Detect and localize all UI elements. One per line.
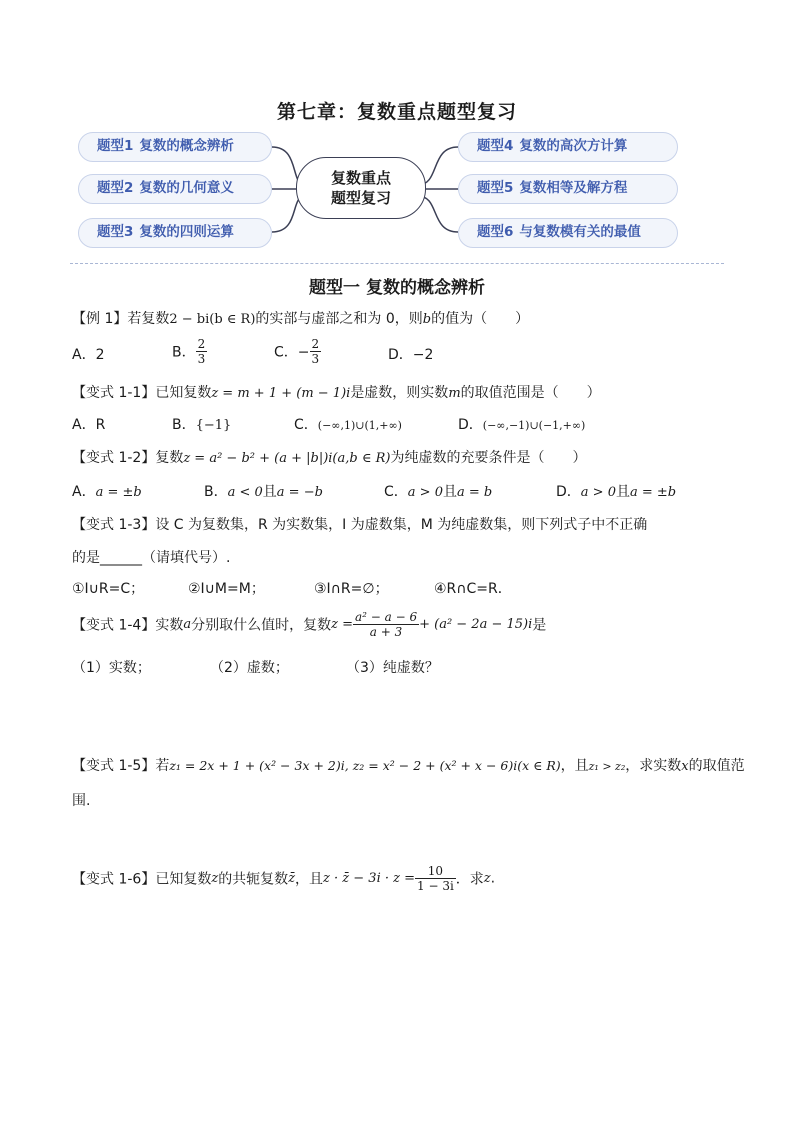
topic-text: 复数的概念辨析 bbox=[139, 138, 234, 154]
variant-1-5: 【变式 1-5】若z₁ = 2x + 1 + (x² − 3x + 2)i, z₂ = x² − 2 + (x² + x − 6)i(x ∈ R)，且z₁ > z₂，求实数x的取值范 bbox=[72, 758, 745, 774]
topic-pill-6[interactable] bbox=[458, 218, 678, 248]
item-3: ③I∩R=∅； bbox=[314, 581, 389, 597]
math-expr: z₁ = 2x + 1 + (x² − 3x + 2)i, z₂ = x² − 2 + (x² + x − 6)i(x ∈ R) bbox=[169, 758, 561, 773]
topic-label: 题型5 bbox=[477, 180, 514, 196]
option-a[interactable]: A．R bbox=[72, 417, 106, 433]
center-line-1: 复数重点 bbox=[330, 169, 391, 187]
section-divider bbox=[70, 263, 724, 264]
topic-text: 复数的几何意义 bbox=[139, 180, 234, 196]
topic-pill-2[interactable] bbox=[78, 174, 272, 204]
option-d[interactable]: D．a > 0且a = ±b bbox=[556, 484, 677, 500]
question-tag: 【变式 1-2】 bbox=[72, 450, 156, 466]
question-tag: 【变式 1-6】 bbox=[72, 871, 156, 888]
math-expr: 2 − bi(b ∈ R) bbox=[169, 312, 256, 327]
topic-pill-5[interactable] bbox=[458, 174, 678, 204]
topic-label: 题型1 bbox=[97, 138, 134, 154]
topic-pill-1[interactable] bbox=[78, 132, 272, 162]
topic-text: 复数的四则运算 bbox=[139, 224, 234, 240]
topic-text: 与复数模有关的最值 bbox=[519, 224, 641, 240]
question-tag: 【变式 1-4】 bbox=[72, 617, 156, 634]
question-tag: 【变式 1-5】 bbox=[72, 758, 156, 774]
option-b[interactable]: B． $\frac{2}{3}$ bbox=[172, 337, 206, 366]
option-d[interactable]: D．−2 bbox=[388, 347, 434, 363]
topic-label: 题型2 bbox=[97, 180, 134, 196]
example-1: 【例 1】若复数2 − bi(b ∈ R)的实部与虚部之和为 0，则b的值为（ ） bbox=[72, 311, 530, 327]
topic-text: 复数相等及解方程 bbox=[519, 180, 628, 196]
math-expr: z = a² − b² + (a + |b|)i(a,b ∈ R) bbox=[183, 451, 391, 466]
question-tag: 【变式 1-1】 bbox=[72, 385, 156, 401]
topic-text: 复数的高次方计算 bbox=[519, 138, 628, 154]
variant-1-5-line2: 围. bbox=[72, 793, 91, 809]
section-title: 题型一 复数的概念辨析 bbox=[309, 278, 485, 298]
topic-label: 题型4 bbox=[477, 138, 514, 154]
option-a[interactable]: A．a = ±b bbox=[72, 484, 142, 500]
option-c[interactable]: C．− $\frac{2}{3}$ bbox=[274, 337, 320, 366]
topic-pill-3[interactable] bbox=[78, 218, 272, 248]
part-2: （2）虚数； bbox=[210, 660, 289, 676]
option-d[interactable]: D．(−∞,−1)∪(−1,+∞) bbox=[458, 417, 586, 433]
center-line-2: 题型复习 bbox=[330, 189, 391, 207]
question-tag: 【变式 1-3】 bbox=[72, 517, 156, 533]
mindmap-center bbox=[296, 157, 426, 219]
topic-label: 题型3 bbox=[97, 224, 134, 240]
math-var: b bbox=[422, 312, 432, 327]
item-1: ①I∪R=C； bbox=[72, 581, 145, 597]
math-expr: z = m + 1 + (m − 1)i bbox=[211, 386, 351, 401]
option-c[interactable]: C．a > 0且a = b bbox=[384, 484, 493, 500]
option-b[interactable]: B．{−1} bbox=[172, 417, 232, 433]
variant-1-2: 【变式 1-2】复数z = a² − b² + (a + |b|)i(a,b ∈ R)为纯虚数的充要条件是（ ） bbox=[72, 450, 587, 466]
topic-label: 题型6 bbox=[477, 224, 514, 240]
option-a[interactable]: A．2 bbox=[72, 347, 105, 363]
option-c[interactable]: C．(−∞,1)∪(1,+∞) bbox=[294, 417, 402, 433]
option-b[interactable]: B．a < 0且a = −b bbox=[204, 484, 323, 500]
variant-1-1: 【变式 1-1】已知复数z = m + 1 + (m − 1)i是虚数，则实数m的取值范围是（ ） bbox=[72, 385, 601, 401]
item-4: ④R∩C=R． bbox=[434, 581, 512, 597]
variant-1-3: 【变式 1-3】设 C 为复数集，R 为实数集，I 为虚数集，M 为纯虚数集，则下列式子中不正确 bbox=[72, 517, 648, 533]
topic-pill-4[interactable] bbox=[458, 132, 678, 162]
variant-1-4: 【变式 1-4】实数a分别取什么值时，复数z = $\frac{\text{a² − a − 6}}{a + 3}$ + (a² − 2a − 15)i是 bbox=[72, 610, 547, 639]
variant-1-3-line2: 的是______（请填代号）. bbox=[72, 550, 231, 566]
item-2: ②I∪M=M； bbox=[188, 581, 265, 597]
question-tag: 【例 1】 bbox=[72, 311, 128, 327]
page-title: 第七章：复数重点题型复习 bbox=[276, 101, 517, 123]
part-1: （1）实数； bbox=[72, 660, 151, 676]
variant-1-6: 【变式 1-6】已知复数z的共轭复数z̄，且z · z̄ − 3i · z = $\frac{10}{1 - 3i}$ ．求z. bbox=[72, 864, 496, 893]
part-3: （3）纯虚数？ bbox=[346, 660, 439, 676]
